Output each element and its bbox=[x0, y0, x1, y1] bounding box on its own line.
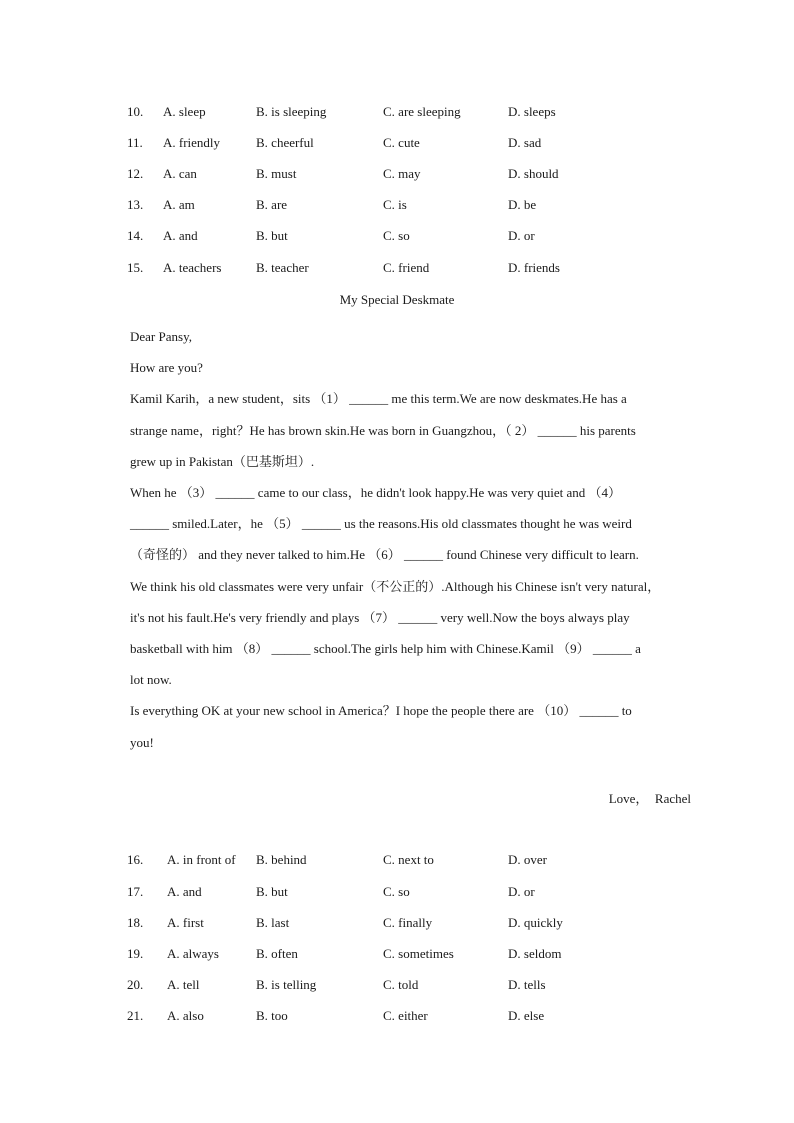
option-c: C. next to bbox=[383, 852, 434, 867]
option-b: B. last bbox=[256, 915, 290, 930]
option-d: D. sad bbox=[508, 135, 542, 150]
passage-line: grew up in Pakistan（巴基斯坦）. bbox=[130, 453, 315, 469]
option-c: C. either bbox=[383, 1008, 428, 1023]
option-a: A. can bbox=[163, 166, 197, 181]
letter-signature: Love， Rachel bbox=[608, 791, 691, 806]
option-d: D. friends bbox=[508, 260, 560, 275]
passage-line: When he （3） ______ came to our class，he didn't look happy.He was very quiet and （4） bbox=[130, 485, 622, 501]
passage-line: lot now. bbox=[130, 672, 172, 688]
option-d: D. or bbox=[508, 228, 535, 243]
question-row bbox=[0, 164, 794, 184]
option-a: A. sleep bbox=[163, 104, 206, 119]
option-d: D. quickly bbox=[508, 915, 563, 930]
question-row bbox=[0, 1006, 794, 1026]
option-c: C. told bbox=[383, 977, 419, 992]
option-b: B. cheerful bbox=[256, 135, 314, 150]
option-c: C. so bbox=[383, 228, 410, 243]
question-number: 13. bbox=[127, 197, 144, 212]
option-c: C. so bbox=[383, 884, 410, 899]
question-number: 14. bbox=[127, 228, 144, 243]
question-number: 18. bbox=[127, 915, 144, 930]
option-b: B. but bbox=[256, 884, 288, 899]
option-d: D. seldom bbox=[508, 946, 562, 961]
option-c: C. is bbox=[383, 197, 407, 212]
option-b: B. teacher bbox=[256, 260, 309, 275]
option-b: B. but bbox=[256, 228, 288, 243]
passage-line: Dear Pansy, bbox=[130, 329, 192, 344]
option-d: D. else bbox=[508, 1008, 545, 1023]
passage-line: ______ smiled.Later，he （5） ______ us the reasons.His old classmates thought he was weird bbox=[130, 516, 632, 532]
question-number: 19. bbox=[127, 946, 144, 961]
option-d: D. sleeps bbox=[508, 104, 556, 119]
option-a: A. friendly bbox=[163, 135, 221, 150]
question-row bbox=[0, 882, 794, 902]
option-a: A. teachers bbox=[163, 260, 222, 275]
passage-line: How are you? bbox=[130, 360, 203, 376]
option-a: A. tell bbox=[167, 977, 200, 992]
option-c: C. friend bbox=[383, 260, 430, 275]
option-b: B. often bbox=[256, 946, 298, 961]
passage-body bbox=[130, 321, 700, 758]
question-row bbox=[0, 195, 794, 215]
option-c: C. sometimes bbox=[383, 946, 454, 961]
option-a: A. always bbox=[167, 946, 219, 961]
option-a: A. and bbox=[163, 228, 198, 243]
passage-line: basketball with him （8） ______ school.The girls help him with Chinese.Kamil （9） ______ a bbox=[130, 641, 641, 657]
question-row bbox=[0, 913, 794, 933]
question-number: 16. bbox=[127, 852, 144, 867]
option-b: B. behind bbox=[256, 852, 307, 867]
passage-line: strange name，right？He has brown skin.He was born in Guangzhou，（ 2） ______ his parents bbox=[130, 422, 636, 438]
question-row bbox=[0, 226, 794, 246]
question-row bbox=[0, 258, 794, 278]
option-c: C. are sleeping bbox=[383, 104, 461, 119]
option-d: D. or bbox=[508, 884, 535, 899]
question-number: 17. bbox=[127, 884, 144, 899]
option-a: A. am bbox=[163, 197, 195, 212]
question-number: 21. bbox=[127, 1008, 144, 1023]
option-b: B. is sleeping bbox=[256, 104, 327, 119]
question-number: 20. bbox=[127, 977, 144, 992]
option-c: C. may bbox=[383, 166, 421, 181]
passage-line: it's not his fault.He's very friendly and plays （7） ______ very well.Now the boys always play bbox=[130, 609, 630, 625]
passage-title: My Special Deskmate bbox=[339, 292, 455, 307]
passage-line: （奇怪的） and they never talked to him.He （6） ______ found Chinese very difficult to learn. bbox=[130, 547, 639, 563]
option-d: D. tells bbox=[508, 977, 546, 992]
option-b: B. is telling bbox=[256, 977, 317, 992]
passage-line: Is everything OK at your new school in America？I hope the people there are （10） ______ to bbox=[130, 703, 632, 719]
question-row bbox=[0, 944, 794, 964]
question-row bbox=[0, 102, 794, 122]
passage-line: We think his old classmates were very unfair（不公正的）.Although his Chinese isn't very natural， bbox=[130, 578, 661, 594]
option-a: A. in front of bbox=[167, 852, 236, 867]
question-row bbox=[0, 975, 794, 995]
question-row bbox=[0, 850, 794, 870]
option-c: C. finally bbox=[383, 915, 433, 930]
option-b: B. are bbox=[256, 197, 288, 212]
question-number: 12. bbox=[127, 166, 144, 181]
question-number: 11. bbox=[127, 135, 143, 150]
question-number: 15. bbox=[127, 260, 144, 275]
option-c: C. cute bbox=[383, 135, 420, 150]
option-d: D. over bbox=[508, 852, 547, 867]
option-d: D. should bbox=[508, 166, 559, 181]
option-d: D. be bbox=[508, 197, 537, 212]
question-row bbox=[0, 133, 794, 153]
passage-line: Kamil Karih，a new student，sits （1） ______ me this term.We are now deskmates.He has a bbox=[130, 391, 627, 407]
option-a: A. and bbox=[167, 884, 202, 899]
option-b: B. must bbox=[256, 166, 297, 181]
option-a: A. also bbox=[167, 1008, 204, 1023]
passage-line: you! bbox=[130, 734, 154, 750]
option-b: B. too bbox=[256, 1008, 288, 1023]
question-number: 10. bbox=[127, 104, 144, 119]
option-a: A. first bbox=[167, 915, 204, 930]
